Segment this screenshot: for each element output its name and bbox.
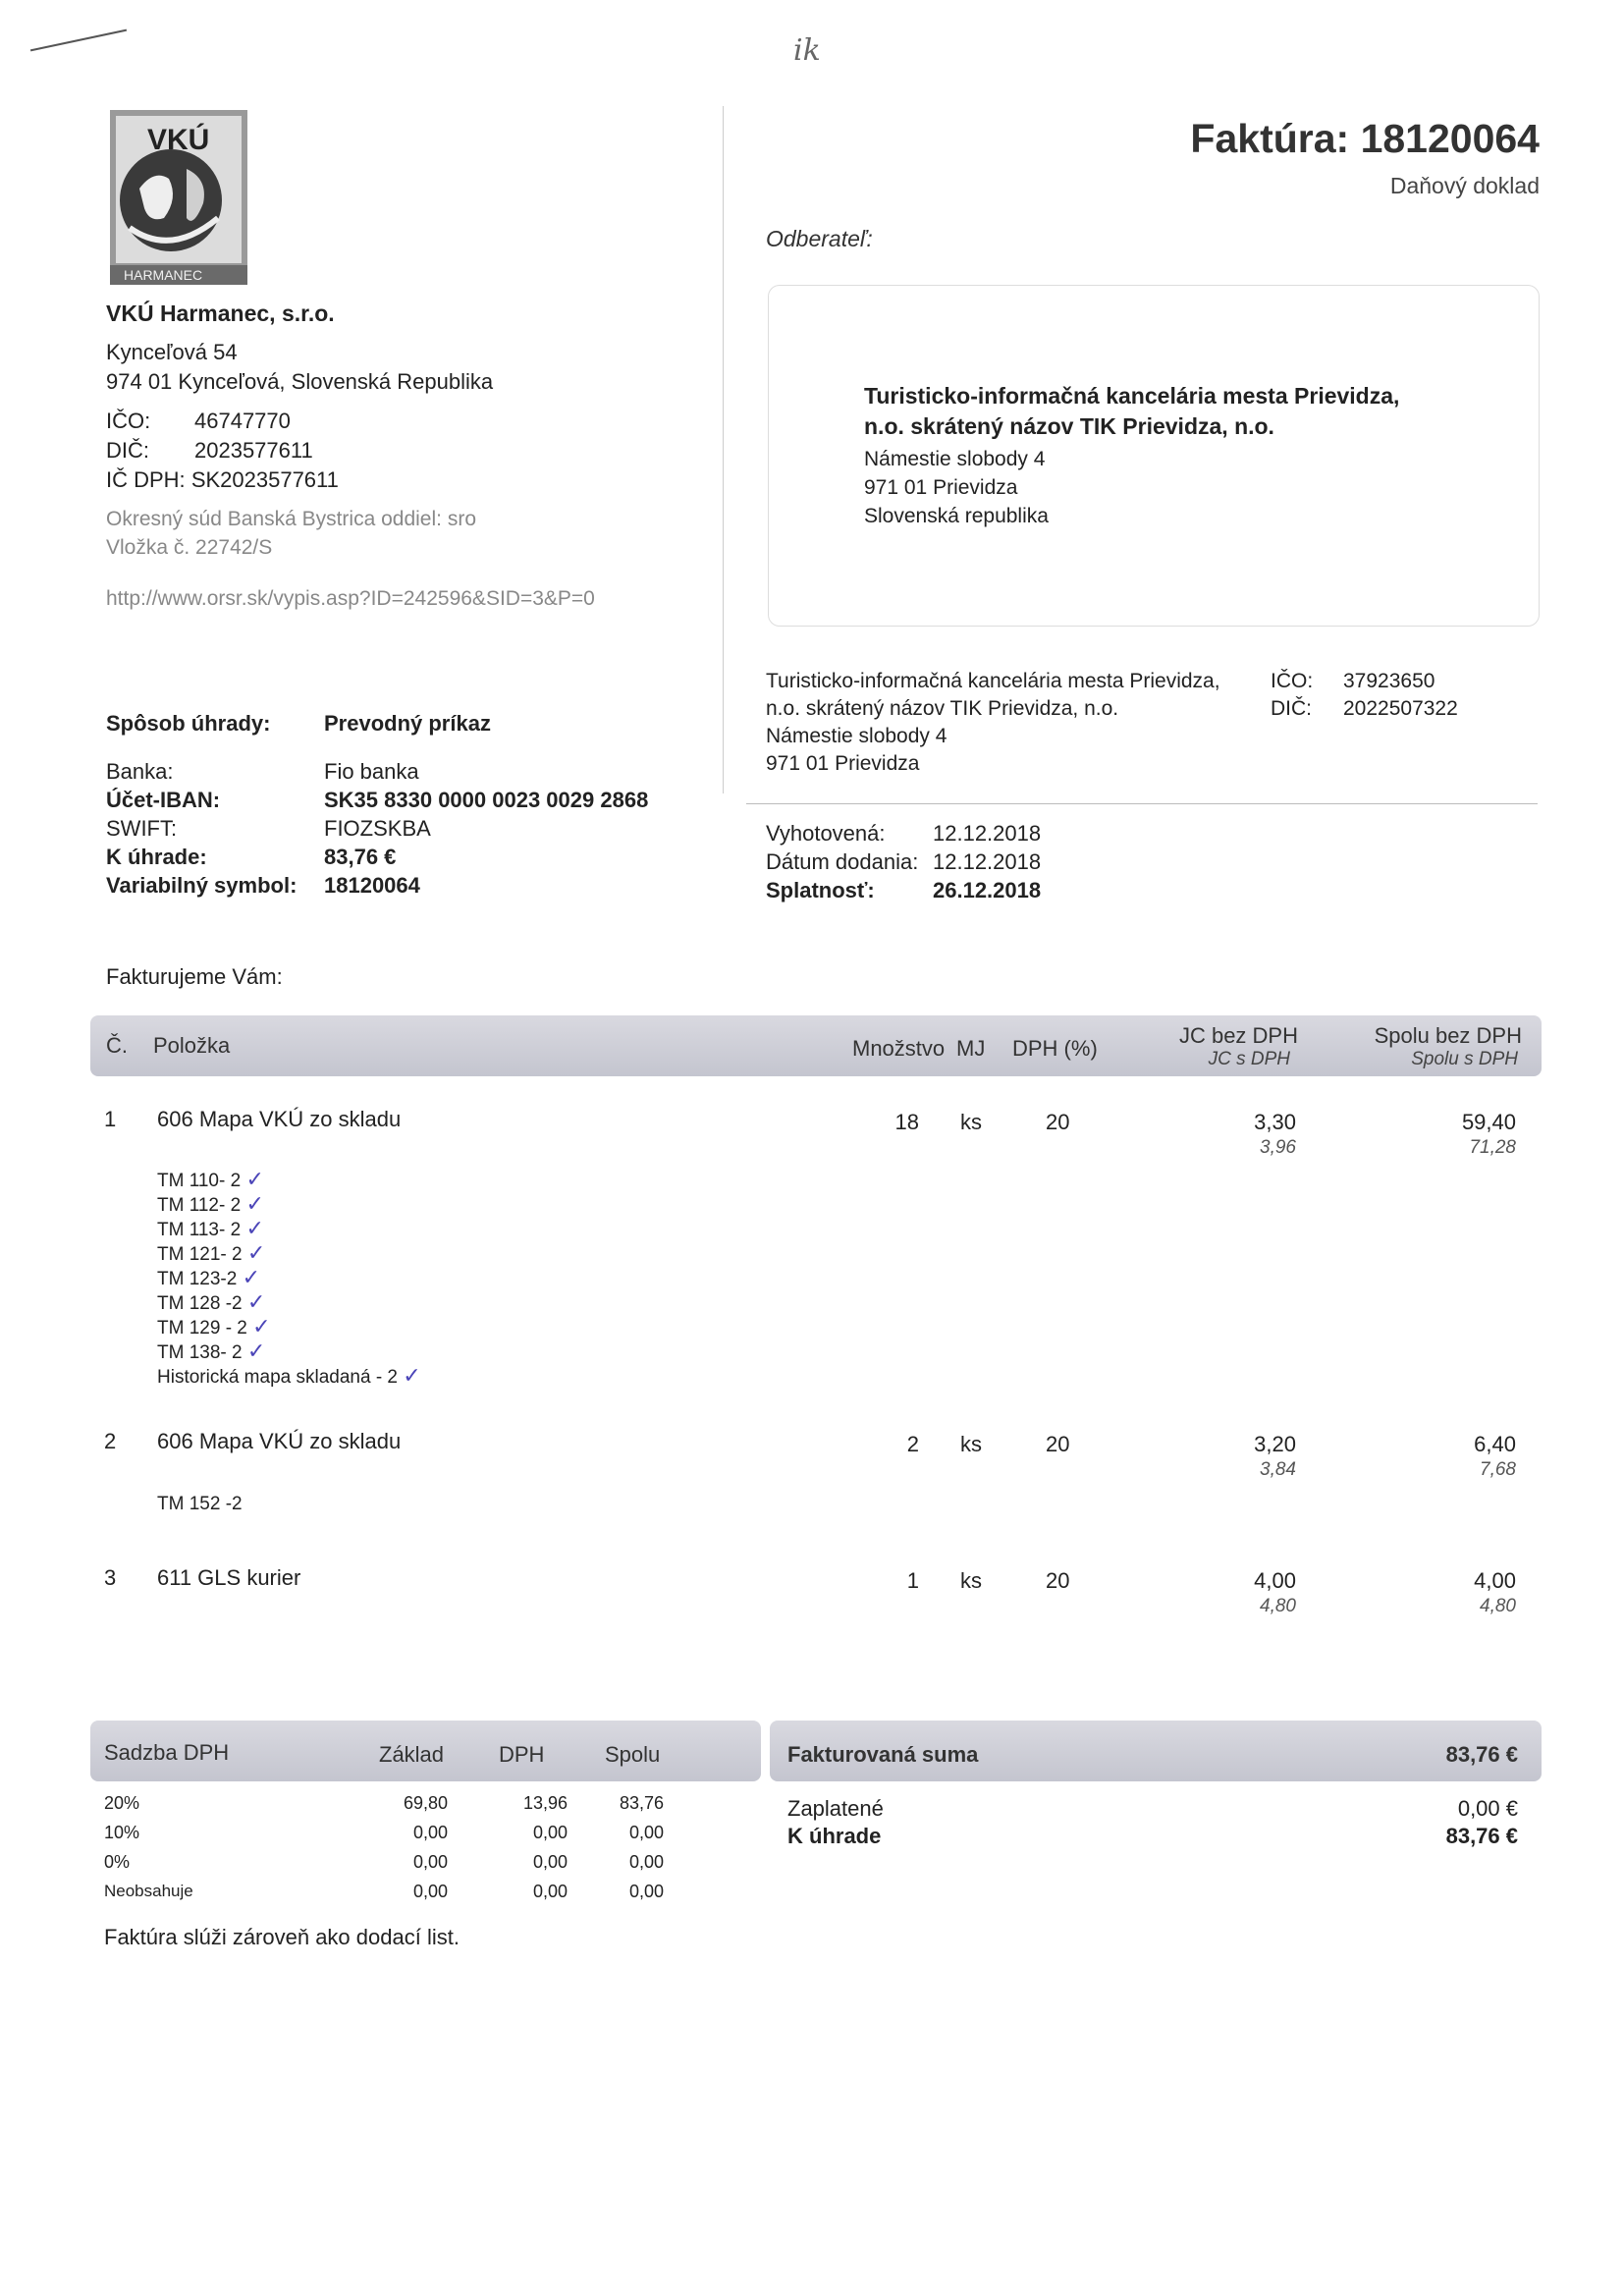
- vat-base: 69,80: [403, 1793, 448, 1813]
- buyer-line-3: Námestie slobody 4: [766, 725, 947, 747]
- payment-method: Prevodný príkaz: [324, 711, 491, 736]
- supplier-city: 974 01 Kynceľová, Slovenská Republika: [106, 369, 494, 394]
- col-unit: MJ: [956, 1036, 986, 1061]
- customer-name-line-1: Turisticko-informačná kancelária mesta Prievidza,: [864, 383, 1400, 409]
- detail-line: TM 110- 2: [157, 1171, 242, 1191]
- vat-base: 0,00: [412, 1823, 448, 1842]
- bank-name: Fio banka: [324, 759, 419, 784]
- item-price-vat: 3,96: [1260, 1137, 1296, 1158]
- item-details: [157, 1169, 421, 1390]
- dic-label: DIČ:: [106, 438, 149, 463]
- item-total-vat: 71,28: [1469, 1137, 1516, 1158]
- col-total-vat: Spolu s DPH: [1411, 1049, 1518, 1069]
- check-mark-icon: ✓: [403, 1364, 421, 1389]
- vat-base: 0,00: [412, 1882, 448, 1901]
- iban-label: Účet-IBAN:: [106, 788, 221, 812]
- due-date-label: Splatnosť:: [766, 878, 875, 902]
- divider-vertical: [723, 106, 724, 793]
- buyer-dic-label: DIČ:: [1271, 697, 1312, 720]
- iban-value: SK35 8330 0000 0023 0029 2868: [324, 788, 649, 812]
- vat-rate: 10%: [104, 1823, 140, 1842]
- due-value: 83,76 €: [324, 845, 397, 869]
- vat-total: 0,00: [628, 1852, 664, 1872]
- col-no: Č.: [106, 1033, 128, 1058]
- vat-total: 0,00: [628, 1882, 664, 1901]
- vat-amount: 0,00: [532, 1823, 568, 1842]
- vat-col-rate: Sadzba DPH: [104, 1740, 230, 1765]
- detail-line: TM 128 -2: [157, 1293, 243, 1314]
- buyer-ico-label: IČO:: [1271, 670, 1314, 692]
- issued-date: 12.12.2018: [933, 821, 1042, 846]
- vat-amount: 13,96: [522, 1793, 568, 1813]
- footer-note: Faktúra slúži zároveň ako dodací list.: [104, 1925, 460, 1949]
- item-total: 6,40: [1474, 1432, 1516, 1456]
- vat-base: 0,00: [412, 1852, 448, 1872]
- vat-col-total: Spolu: [605, 1742, 661, 1767]
- supplier-ids: [106, 407, 339, 495]
- invoiced-label: Fakturovaná suma: [787, 1742, 979, 1767]
- buyer-ids: [1233, 668, 1458, 723]
- supplier-dic: 2023577611: [194, 438, 313, 463]
- col-unit-price-vat: JC s DPH: [1208, 1049, 1290, 1069]
- item-no: 1: [104, 1107, 117, 1131]
- item-unit: ks: [960, 1432, 982, 1456]
- detail-line: TM 129 - 2: [157, 1318, 247, 1339]
- item-price: 4,00: [1254, 1568, 1296, 1593]
- item-no: 2: [104, 1429, 117, 1453]
- item-price-vat: 4,80: [1260, 1596, 1296, 1616]
- check-mark-icon: ✓: [246, 1339, 266, 1364]
- item-total-vat: 7,68: [1480, 1459, 1516, 1480]
- buyer-line-1: Turisticko-informačná kancelária mesta Prievidza,: [766, 670, 1220, 692]
- court-line-2: Vložka č. 22742/S: [106, 536, 273, 559]
- detail-line: TM 121- 2: [157, 1244, 243, 1265]
- supplier-street: Kynceľová 54: [106, 340, 238, 364]
- detail-line: TM 152 -2: [157, 1494, 243, 1514]
- due-label: K úhrade:: [106, 845, 207, 869]
- vat-col-base: Základ: [379, 1742, 445, 1767]
- vku-logo: [110, 110, 247, 285]
- court-line-1: Okresný súd Banská Bystrica oddiel: sro: [106, 508, 476, 530]
- invoice-dates: [766, 819, 1041, 904]
- item-total: 4,00: [1474, 1568, 1516, 1593]
- col-vat: DPH (%): [1012, 1036, 1098, 1061]
- invoice-subtitle: Daňový doklad: [1389, 173, 1540, 198]
- customer-city: 971 01 Prievidza: [864, 476, 1018, 499]
- vat-rate: Neobsahuje: [104, 1882, 193, 1900]
- item-unit: ks: [960, 1568, 982, 1593]
- item-price: 3,30: [1254, 1110, 1296, 1134]
- col-item: Položka: [153, 1033, 231, 1058]
- paid-value: 0,00 €: [1457, 1796, 1518, 1821]
- paid-label: Zaplatené: [787, 1796, 884, 1821]
- item-unit: ks: [960, 1110, 982, 1134]
- icdph-label: IČ DPH:: [106, 467, 186, 492]
- invoice-title: Faktúra: 18120064: [1190, 116, 1540, 161]
- item-vat: 20: [1046, 1110, 1070, 1134]
- check-mark-icon: ✓: [252, 1315, 271, 1339]
- handwritten-initials: ik: [793, 33, 821, 68]
- item-name: 606 Mapa VKÚ zo skladu: [157, 1107, 402, 1131]
- invoiced-value: 83,76 €: [1445, 1742, 1518, 1767]
- detail-line: TM 113- 2: [157, 1220, 242, 1240]
- items-intro: Fakturujeme Vám:: [106, 964, 283, 989]
- supplier-ico: 46747770: [194, 409, 291, 433]
- item-qty: 2: [906, 1432, 919, 1456]
- buyer-dic: 2022507322: [1343, 697, 1458, 720]
- check-mark-icon: ✓: [242, 1266, 261, 1290]
- item-name: 606 Mapa VKÚ zo skladu: [157, 1429, 402, 1453]
- check-mark-icon: ✓: [245, 1168, 264, 1192]
- vat-amount: 0,00: [532, 1852, 568, 1872]
- col-qty: Množstvo: [852, 1036, 946, 1061]
- svg-text:VKÚ: VKÚ: [147, 124, 210, 156]
- supplier-name: VKÚ Harmanec, s.r.o.: [106, 301, 335, 326]
- item-qty: 1: [906, 1568, 919, 1593]
- vat-total: 0,00: [628, 1823, 664, 1842]
- buyer-address: [766, 668, 1220, 778]
- vs-label: Variabilný symbol:: [106, 873, 298, 898]
- item-total-vat: 4,80: [1480, 1596, 1516, 1616]
- vat-col-vat: DPH: [499, 1742, 545, 1767]
- vs-value: 18120064: [324, 873, 420, 898]
- buyer-ico: 37923650: [1343, 670, 1435, 692]
- vat-table-header: [90, 1721, 761, 1781]
- total-due-label: K úhrade: [787, 1824, 882, 1848]
- item-name: 611 GLS kurier: [157, 1565, 301, 1590]
- item-price: 3,20: [1254, 1432, 1296, 1456]
- customer-name-line-2: n.o. skrátený názov TIK Prievidza, n.o.: [864, 413, 1274, 439]
- registry-url: http://www.orsr.sk/vypis.asp?ID=242596&SID=3&P=0: [106, 587, 595, 610]
- col-total: Spolu bez DPH: [1374, 1023, 1522, 1048]
- item-qty: 18: [894, 1110, 919, 1134]
- ico-label: IČO:: [106, 409, 151, 433]
- buyer-line-2: n.o. skrátený názov TIK Prievidza, n.o.: [766, 697, 1119, 720]
- customer-address: [864, 445, 1049, 530]
- item-details: [157, 1493, 243, 1516]
- buyer-line-4: 971 01 Prievidza: [766, 752, 920, 775]
- customer-name: [864, 381, 1399, 442]
- scan-mark: [30, 29, 127, 52]
- vat-rate: 0%: [104, 1852, 131, 1872]
- customer-country: Slovenská republika: [864, 505, 1049, 527]
- detail-line: TM 123-2: [157, 1269, 238, 1289]
- vat-rate: 20%: [104, 1793, 140, 1813]
- item-vat: 20: [1046, 1568, 1070, 1593]
- supplier-court: [106, 505, 476, 562]
- check-mark-icon: ✓: [246, 1290, 266, 1315]
- customer-label: Odberateľ:: [766, 226, 873, 251]
- vat-total: 83,76: [619, 1793, 664, 1813]
- check-mark-icon: ✓: [246, 1241, 266, 1266]
- swift-value: FIOZSKBA: [324, 816, 431, 841]
- item-vat: 20: [1046, 1432, 1070, 1456]
- item-no: 3: [104, 1565, 117, 1590]
- detail-line: Historická mapa skladaná - 2: [157, 1367, 398, 1388]
- supplier-icdph: SK2023577611: [190, 467, 339, 492]
- svg-text:HARMANEC: HARMANEC: [124, 267, 203, 283]
- issued-label: Vyhotovená:: [766, 821, 886, 846]
- detail-line: TM 112- 2: [157, 1195, 242, 1216]
- swift-label: SWIFT:: [106, 816, 178, 841]
- items-header: [90, 1015, 1542, 1076]
- total-due-value: 83,76 €: [1445, 1824, 1518, 1848]
- col-unit-price: JC bez DPH: [1178, 1023, 1298, 1048]
- item-price-vat: 3,84: [1260, 1459, 1296, 1480]
- bank-label: Banka:: [106, 759, 174, 784]
- detail-line: TM 138- 2: [157, 1342, 243, 1363]
- item-total: 59,40: [1461, 1110, 1516, 1134]
- invoiced-sum-header: [770, 1721, 1542, 1781]
- check-mark-icon: ✓: [245, 1217, 264, 1241]
- payment-info: [106, 711, 648, 902]
- delivery-label: Dátum dodania:: [766, 849, 919, 874]
- delivery-date: 12.12.2018: [933, 849, 1042, 874]
- vat-amount: 0,00: [532, 1882, 568, 1901]
- divider-horizontal: [746, 803, 1538, 804]
- supplier-address: [106, 338, 493, 397]
- customer-street: Námestie slobody 4: [864, 448, 1046, 470]
- due-date: 26.12.2018: [933, 878, 1042, 902]
- check-mark-icon: ✓: [245, 1192, 264, 1217]
- method-label: Spôsob úhrady:: [106, 711, 271, 736]
